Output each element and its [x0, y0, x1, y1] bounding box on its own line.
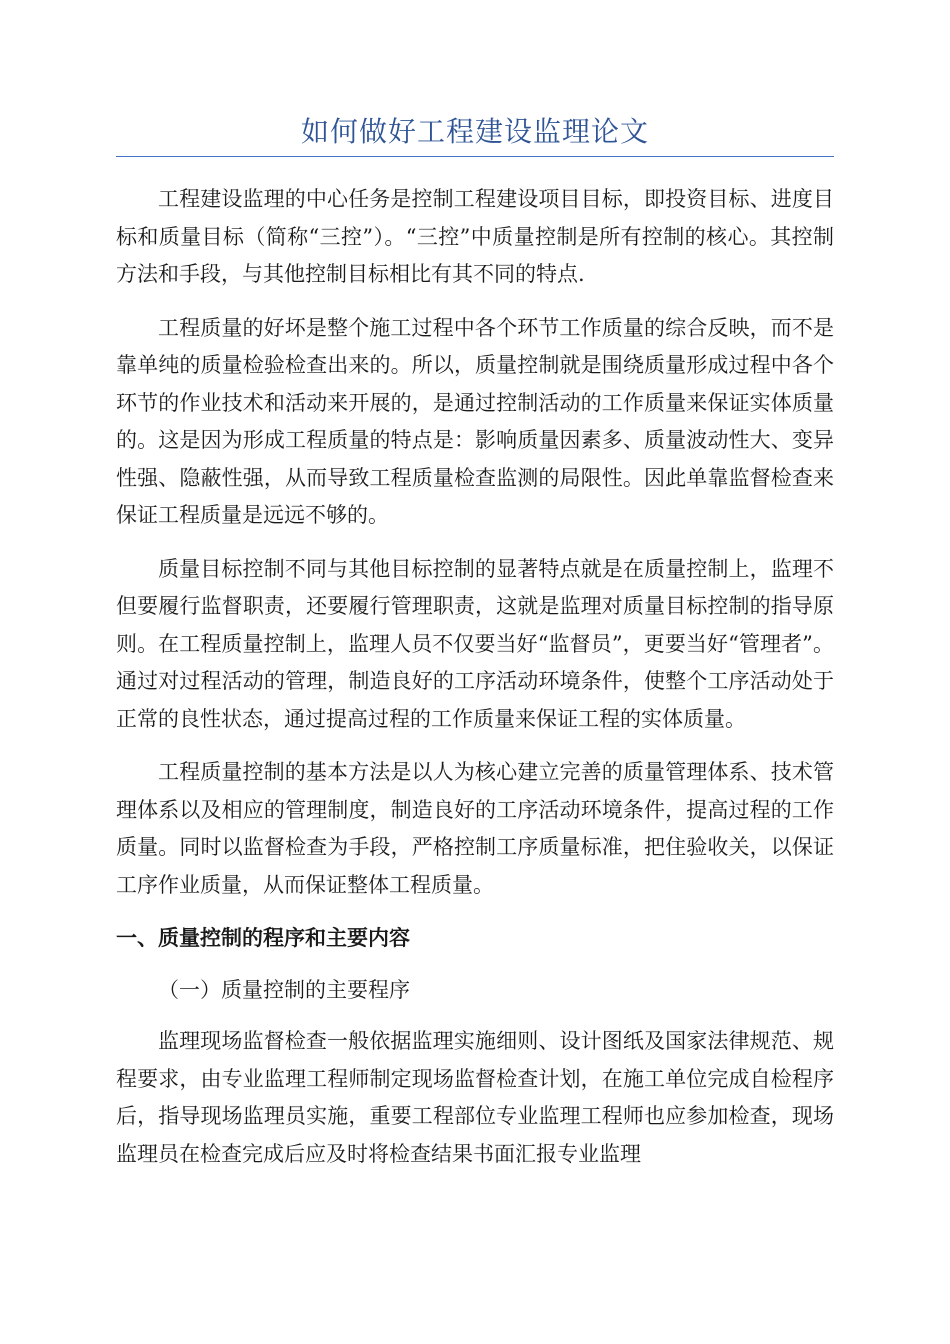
subsection-heading: （一）质量控制的主要程序	[158, 977, 410, 1002]
paragraph-1: 工程建设监理的中心任务是控制工程建设项目目标，即投资目标、进度目标和质量目标（简称“三控”）。“三控”中质量控制是所有控制的核心。其控制方法和手段，与其他控制目标相比有其不同的特点.	[116, 187, 834, 286]
paragraph-4: 工程质量控制的基本方法是以人为核心建立完善的质量管理体系、技术管理体系以及相应的管理制度，制造良好的工序活动环境条件，提高过程的工作质量。同时以监督检查为手段，严格控制工序质量标准，把住验收关，以保证工序作业质量，从而保证整体工程质量。	[116, 760, 834, 897]
section-heading: 一、质量控制的程序和主要内容	[116, 926, 410, 950]
paragraph-5: 监理现场监督检查一般依据监理实施细则、设计图纸及国家法律规范、规程要求，由专业监理工程师制定现场监督检查计划，在施工单位完成自检程序后，指导现场监理员实施，重要工程部位专业监理工程师也应参加检查，现场监理员在检查完成后应及时将检查结果书面汇报专业监理	[116, 1029, 834, 1166]
paragraph-3: 质量目标控制不同与其他目标控制的显著特点就是在质量控制上，监理不但要履行监督职责，还要履行管理职责，这就是监理对质量目标控制的指导原则。在工程质量控制上，监理人员不仅要当好“监督员”，更要当好“管理者”。通过对过程活动的管理，制造良好的工序活动环境条件，使整个工序活动处于正常的良性状态，通过提高过程的工作质量来保证工程的实体质量。	[116, 556, 834, 731]
title-underline	[116, 156, 834, 157]
paragraph-2: 工程质量的好坏是整个施工过程中各个环节工作质量的综合反映，而不是靠单纯的质量检验检查出来的。所以，质量控制就是围绕质量形成过程中各个环节的作业技术和活动来开展的，是通过控制活动的工作质量来保证实体质量的。这是因为形成工程质量的特点是：影响质量因素多、质量波动性大、变异性强、隐蔽性强，从而导致工程质量检查监测的局限性。因此单靠监督检查来保证工程质量是远远不够的。	[116, 315, 834, 527]
document-page	[116, 112, 834, 1189]
document-title: 如何做好工程建设监理论文	[300, 115, 649, 148]
